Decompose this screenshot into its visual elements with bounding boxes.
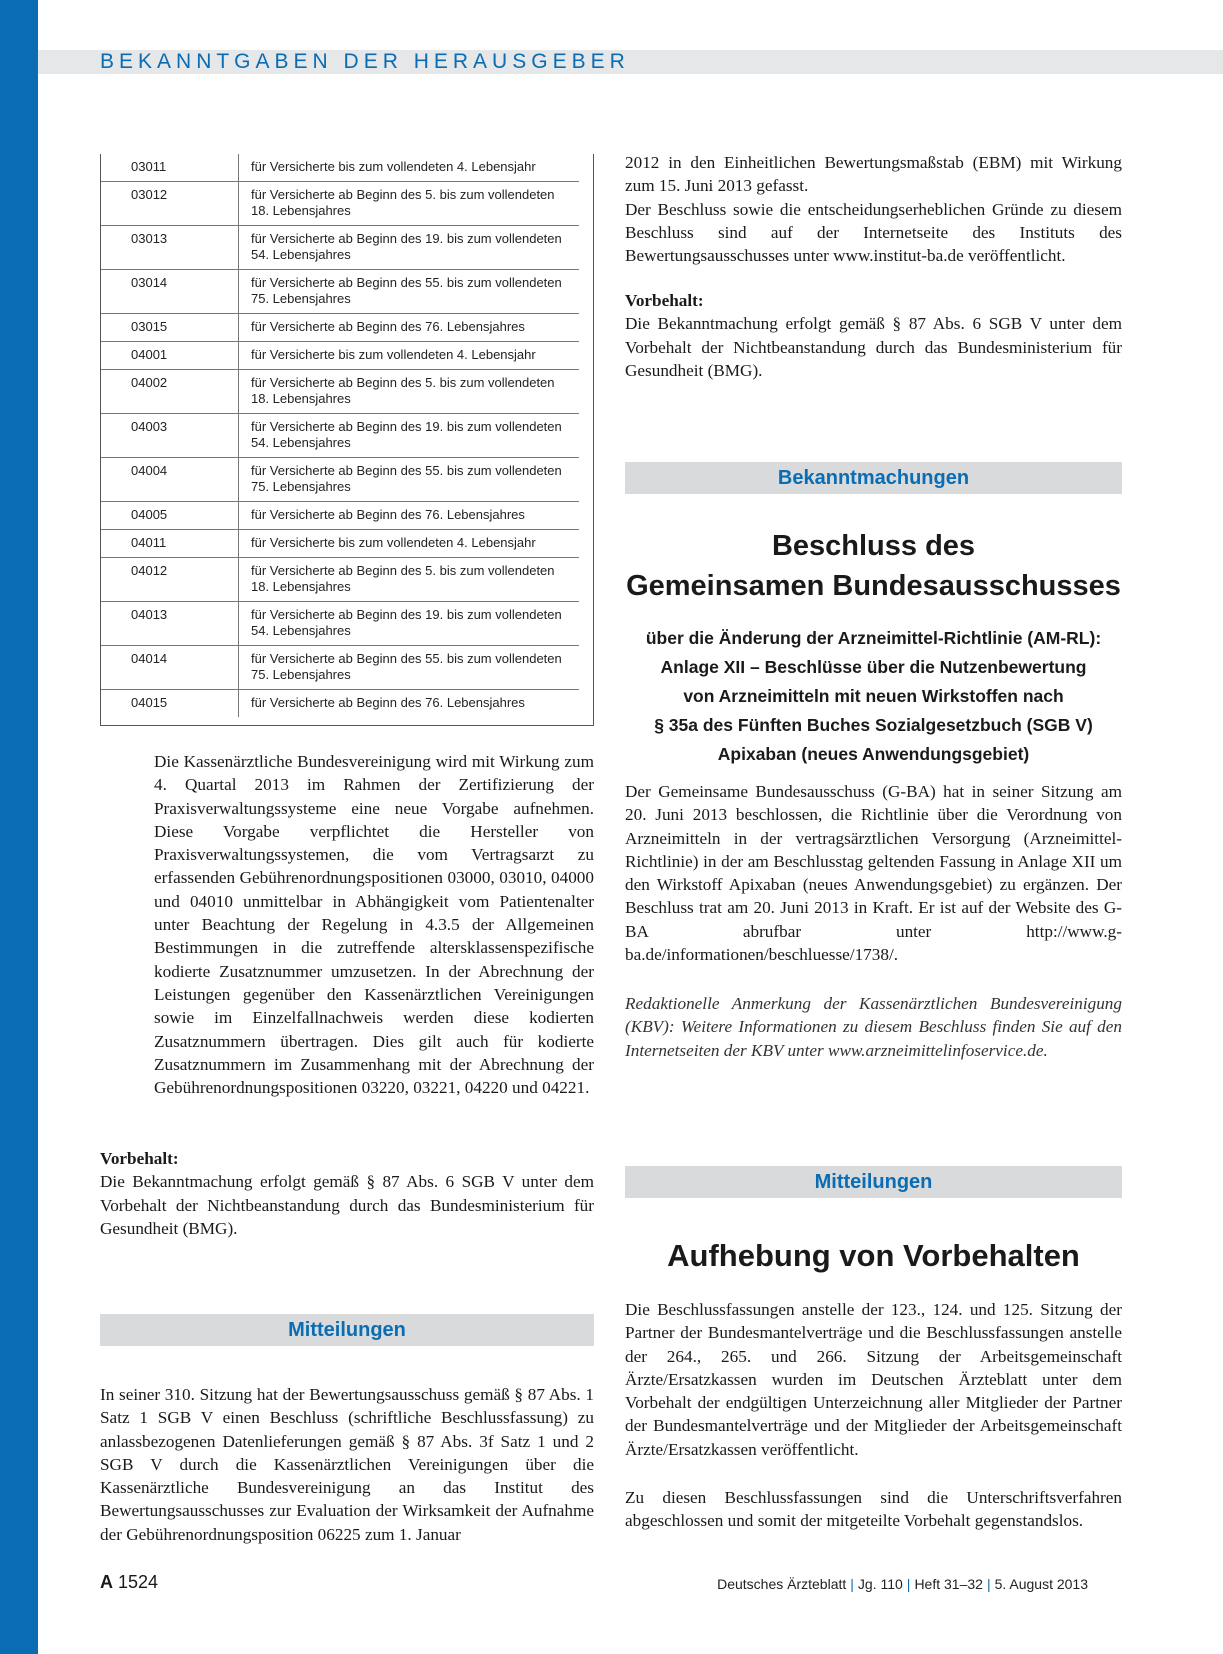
code-cell: 04003 bbox=[101, 414, 239, 458]
left-vorbehalt bbox=[100, 1147, 594, 1240]
code-table-row bbox=[101, 370, 579, 414]
description-cell bbox=[239, 602, 580, 646]
kbv-paragraph: Die Kassenärztliche Bundesvereinigung wird mit Wirkung zum 4. Quartal 2013 im Rahmen der Zertifizierung der Praxisverwaltungssysteme eine neue Vorgabe aufnehmen. Diese Vorgabe verpflichtet die Hersteller von Praxisverwaltungssystemen, die vom Vertragsarzt zu erfassenden Gebührenordnungspositionen 03000, 03010, 04000 und 04010 unmittelbar in Abhängigkeit vom Patientenalter unter Beachtung der Regelung in 4.3.5 der Allgemeinen Bestimmungen in die zutreffende altersklassenspezifische kodierte Zusatznummer umzusetzen. In der Abrechnung der Leistungen gegenüber den Kassenärztlichen Vereinigungen sowie im Einzelfallnachweis werden diese kodierten Zusatznummern übertragen. Dies gilt auch für kodierte Zusatznummern im Zusammenhang mit der Abrechnung der Gebührenordnungspositionen 03220, 03221, 04220 und 04221. bbox=[154, 752, 594, 1098]
description-cell bbox=[239, 314, 580, 342]
code-table-row bbox=[101, 558, 579, 602]
description-text: für Versicherte ab Beginn des 55. bis zum vollendeten 75. Lebensjahres bbox=[251, 651, 562, 682]
description-cell bbox=[239, 270, 580, 314]
description-cell bbox=[239, 414, 580, 458]
code-cell: 04013 bbox=[101, 602, 239, 646]
gba-paragraph: Der Gemeinsame Bundesausschuss (G-BA) hat in seiner Sitzung am 20. Juni 2013 beschlossen, die Richtlinie über die Verordnung von Arzneimitteln in der vertragsärztlichen Versorgung (Arzneimittel-Richtlinie) in der am Beschlusstag geltenden Fassung in Anlage XII um den Wirkstoff Apixaban (neues Anwendungsgebiet) zu ergänzen. Der Beschluss trat am 20. Juni 2013 in Kraft. Er ist auf der Website des G-BA abrufbar unter http://www.g-ba.de/informationen/beschluesse/1738/. bbox=[625, 782, 1122, 965]
description-text: für Versicherte ab Beginn des 76. Lebensjahres bbox=[251, 319, 525, 334]
description-text: für Versicherte ab Beginn des 55. bis zum vollendeten 75. Lebensjahres bbox=[251, 275, 562, 306]
aufhebung-paragraph-2: Zu diesen Beschlussfassungen sind die Unterschriftsverfahren abgeschlossen und somit der mitgeteilte Vorbehalt gegenstandslos. bbox=[625, 1488, 1122, 1531]
description-cell bbox=[239, 530, 580, 558]
code-table-row bbox=[101, 314, 579, 342]
description-cell bbox=[239, 154, 580, 182]
continuation-paragraph: 2012 in den Einheitlichen Bewertungsmaßstab (EBM) mit Wirkung zum 15. Juni 2013 gefasst. Der Beschluss sowie die entscheidungserheblichen Gründe zu diesem Beschluss sind auf der Internetseite des Instituts des Bewertungsausschusses unter www.institut-ba.de veröffentlicht. bbox=[625, 153, 1122, 266]
sitzung-paragraph: In seiner 310. Sitzung hat der Bewertungsausschuss gemäß § 87 Abs. 1 Satz 1 SGB V einen Beschluss (schriftliche Beschlussfassung) zu anlassbezogenen Datenlieferungen gemäß § 87 Abs. 3f Satz 1 und 2 SGB V durch die Kassenärztlichen Vereinigungen über die Kassenärztliche Bundesvereinigung an das Institut des Bewertungsausschusses zur Evaluation der Wirksamkeit der Aufnahme der Gebührenordnungsposition 06225 zum 1. Januar bbox=[100, 1385, 594, 1544]
code-cell: 03011 bbox=[101, 154, 239, 182]
beschluss-title: Beschluss des Gemeinsamen Bundesausschusses bbox=[626, 530, 1121, 602]
description-text: für Versicherte ab Beginn des 5. bis zum vollendeten 18. Lebensjahres bbox=[251, 187, 555, 218]
description-cell bbox=[239, 182, 580, 226]
description-cell bbox=[239, 342, 580, 370]
description-cell bbox=[239, 558, 580, 602]
code-cell: 04011 bbox=[101, 530, 239, 558]
description-cell bbox=[239, 502, 580, 530]
code-table-row bbox=[101, 646, 579, 690]
description-text: für Versicherte ab Beginn des 5. bis zum vollendeten 18. Lebensjahres bbox=[251, 375, 555, 406]
right-vorbehalt-label: Vorbehalt: bbox=[625, 291, 704, 310]
section-header: BEKANNTGABEN DER HERAUSGEBER bbox=[100, 50, 630, 73]
description-cell bbox=[239, 370, 580, 414]
editorial-note: Redaktionelle Anmerkung der Kassenärztlichen Bundesvereinigung (KBV): Weitere Informationen zu diesem Beschluss finden Sie auf den Internetseiten der KBV unter www.arzneimittelinfoservice.de. bbox=[625, 994, 1122, 1060]
code-table-row bbox=[101, 602, 579, 646]
code-table-row bbox=[101, 226, 579, 270]
description-cell bbox=[239, 458, 580, 502]
journal-name: Deutsches Ärzteblatt bbox=[717, 1576, 847, 1592]
description-cell bbox=[239, 646, 580, 690]
description-text: für Versicherte bis zum vollendeten 4. Lebensjahr bbox=[251, 535, 536, 550]
left-mitteilungen-bar: Mitteilungen bbox=[100, 1314, 594, 1346]
code-table-row bbox=[101, 690, 579, 718]
page-prefix: A bbox=[100, 1572, 113, 1592]
code-cell: 03013 bbox=[101, 226, 239, 270]
aufhebung-paragraph-1: Die Beschlussfassungen anstelle der 123., 124. und 125. Sitzung der Partner der Bundesmantelverträge und die Beschlussfassungen anstelle der 264., 265. und 266. Sitzung der Arbeitsgemeinschaft Ärzte/Ersatzkassen wurden im Deutschen Ärzteblatt unter dem Vorbehalt der endgültigen Unterzeichnung aller Mitglieder der Partner der Bundesmantelverträge und der Mitglieder der Arbeitsgemeinschaft Ärzte/Ersatzkassen veröffentlicht. bbox=[625, 1300, 1122, 1459]
journal-volume: Jg. 110 bbox=[857, 1576, 903, 1592]
description-cell bbox=[239, 226, 580, 270]
left-vorbehalt-text: Die Bekanntmachung erfolgt gemäß § 87 Abs. 6 SGB V unter dem Vorbehalt der Nichtbeanstandung durch das Bundesministerium für Gesundheit (BMG). bbox=[100, 1172, 594, 1238]
code-table-row bbox=[101, 182, 579, 226]
description-text: für Versicherte ab Beginn des 76. Lebensjahres bbox=[251, 695, 525, 710]
description-text: für Versicherte ab Beginn des 5. bis zum vollendeten 18. Lebensjahres bbox=[251, 563, 555, 594]
description-text: für Versicherte ab Beginn des 55. bis zum vollendeten 75. Lebensjahres bbox=[251, 463, 562, 494]
code-cell: 03015 bbox=[101, 314, 239, 342]
code-cell: 04005 bbox=[101, 502, 239, 530]
code-cell: 04001 bbox=[101, 342, 239, 370]
description-text: für Versicherte bis zum vollendeten 4. Lebensjahr bbox=[251, 159, 536, 174]
code-table-row bbox=[101, 414, 579, 458]
journal-date: 5. August 2013 bbox=[994, 1576, 1088, 1592]
code-table-row bbox=[101, 342, 579, 370]
left-vorbehalt-label: Vorbehalt: bbox=[100, 1149, 179, 1168]
code-table-row bbox=[101, 530, 579, 558]
code-cell: 03012 bbox=[101, 182, 239, 226]
sidebar-stripe bbox=[0, 0, 38, 1654]
right-mitteilungen-bar: Mitteilungen bbox=[625, 1166, 1122, 1198]
code-table-row bbox=[101, 154, 579, 182]
aufhebung-title: Aufhebung von Vorbehalten bbox=[667, 1238, 1080, 1273]
description-text: für Versicherte ab Beginn des 19. bis zum vollendeten 54. Lebensjahres bbox=[251, 607, 562, 638]
page-number-value: 1524 bbox=[118, 1572, 159, 1592]
code-table-row bbox=[101, 270, 579, 314]
code-cell: 04012 bbox=[101, 558, 239, 602]
beschluss-subtitle: über die Änderung der Arzneimittel-Richtlinie (AM-RL): Anlage XII – Beschlüsse über die Nutzenbewertung von Arzneimitteln mit neuen Wirkstoffen nach § 35a des Fünften Buches Sozialgesetzbuch (SGB V) Apixaban (neues Anwendungsgebiet) bbox=[645, 628, 1102, 764]
code-table bbox=[101, 154, 579, 717]
code-cell: 04014 bbox=[101, 646, 239, 690]
code-cell: 03014 bbox=[101, 270, 239, 314]
code-table-row bbox=[101, 502, 579, 530]
code-cell: 04004 bbox=[101, 458, 239, 502]
right-vorbehalt-text: Die Bekanntmachung erfolgt gemäß § 87 Abs. 6 SGB V unter dem Vorbehalt der Nichtbeanstandung durch das Bundesministerium für Gesundheit (BMG). bbox=[625, 314, 1122, 380]
description-text: für Versicherte bis zum vollendeten 4. Lebensjahr bbox=[251, 347, 536, 362]
journal-footer: Deutsches Ärzteblatt | Jg. 110 | Heft 31–32 | 5. August 2013 bbox=[717, 1576, 1088, 1592]
code-cell: 04002 bbox=[101, 370, 239, 414]
code-table-row bbox=[101, 458, 579, 502]
code-cell: 04015 bbox=[131, 695, 168, 710]
code-table-box bbox=[100, 154, 594, 726]
description-text: für Versicherte ab Beginn des 19. bis zum vollendeten 54. Lebensjahres bbox=[251, 231, 562, 262]
bekanntmachungen-bar: Bekanntmachungen bbox=[625, 462, 1122, 494]
page-number bbox=[100, 1572, 158, 1593]
description-text: für Versicherte ab Beginn des 19. bis zum vollendeten 54. Lebensjahres bbox=[251, 419, 562, 450]
description-cell bbox=[239, 690, 580, 718]
description-text: für Versicherte ab Beginn des 76. Lebensjahres bbox=[251, 507, 525, 522]
right-vorbehalt bbox=[625, 289, 1122, 382]
journal-issue: Heft 31–32 bbox=[914, 1576, 983, 1592]
